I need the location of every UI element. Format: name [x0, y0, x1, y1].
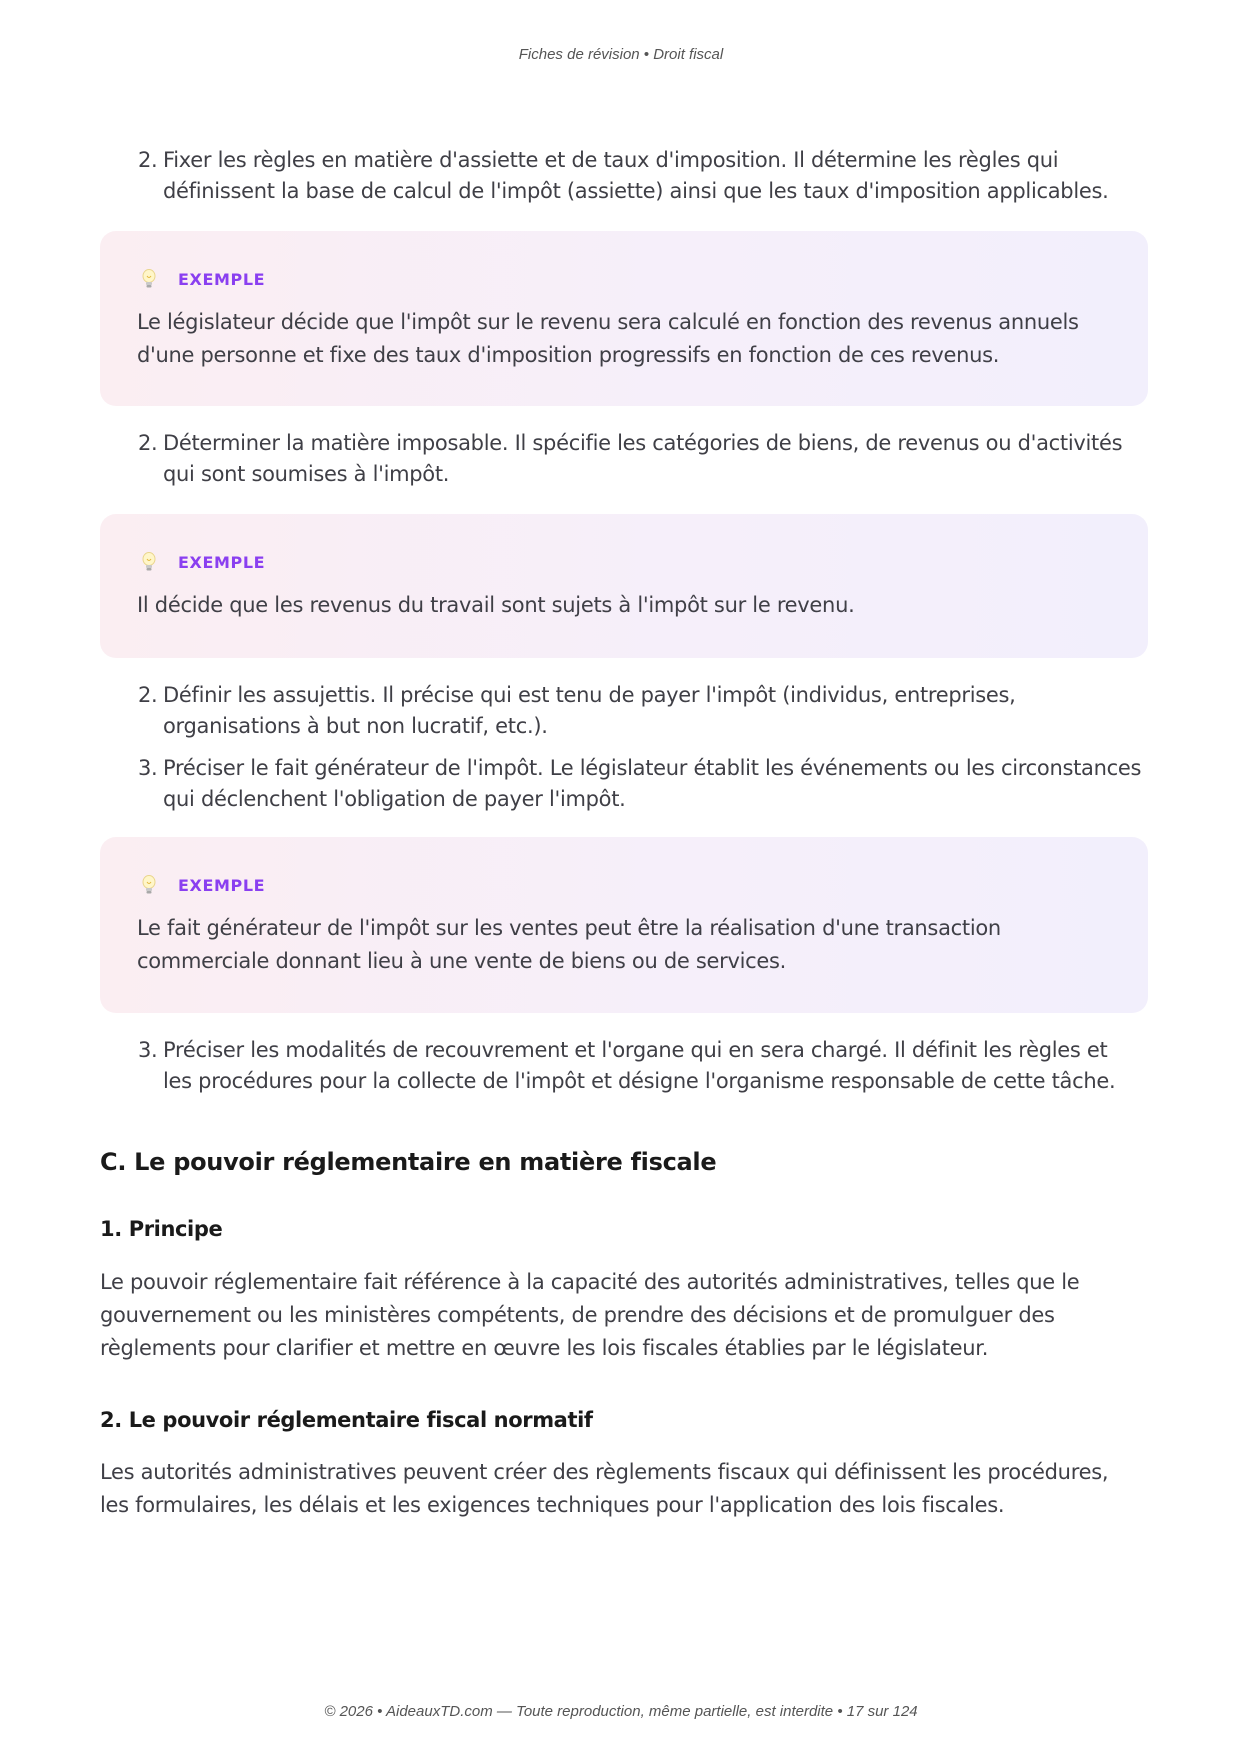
- list-item: [100, 753, 1142, 815]
- example-label: EXEMPLE: [178, 875, 266, 895]
- example-text: Il décide que les revenus du travail sont sujets à l'impôt sur le revenu.: [137, 593, 855, 617]
- lightbulb-icon: [138, 267, 164, 291]
- example-tag: [138, 267, 265, 291]
- paragraph: Le pouvoir réglementaire fait référence à la capacité des autorités administratives, telles que le gouvernement ou les ministères compétents, de prendre des décisions et de promulguer des règlements pour clarifier et mettre en œuvre les lois fiscales établies par le législateur.: [100, 1270, 1080, 1360]
- list-item-text: Fixer les règles en matière d'assiette et de taux d'imposition. Il détermine les règles qui définissent la base de calcul de l'impôt (assiette) ainsi que les taux d'imposition applicables.: [163, 148, 1109, 203]
- example-label: EXEMPLE: [178, 552, 266, 572]
- paragraph: Les autorités administratives peuvent créer des règlements fiscaux qui définissent les procédures, les formulaires, les délais et les exigences techniques pour l'application des lois fiscales.: [100, 1460, 1109, 1517]
- subsection-title: 1. Principe: [100, 1217, 223, 1241]
- example-tag: [138, 550, 265, 574]
- example-tag: [138, 873, 265, 897]
- list-item: [100, 145, 1142, 207]
- list-item: [100, 680, 1142, 742]
- list-item: [100, 1035, 1142, 1097]
- list-item-text: Définir les assujettis. Il précise qui est tenu de payer l'impôt (individus, entreprises, organisations à but non lucratif, etc.).: [163, 683, 1016, 738]
- page-header: Fiches de révision • Droit fiscal: [518, 46, 724, 63]
- example-callout: [100, 231, 1148, 406]
- list-item-number: 3.: [138, 1038, 158, 1062]
- page-footer: © 2026 • AideauxTD.com — Toute reproduction, même partielle, est interdite • 17 sur 124: [324, 1703, 918, 1720]
- example-label: EXEMPLE: [178, 269, 266, 289]
- list-item-text: Préciser les modalités de recouvrement et l'organe qui en sera chargé. Il définit les règles et les procédures pour la collecte de l'impôt et désigne l'organisme responsable de cette tâche.: [163, 1038, 1116, 1093]
- example-text: Le législateur décide que l'impôt sur le revenu sera calculé en fonction des revenus annuels d'une personne et fixe des taux d'imposition progressifs en fonction de ces revenus.: [137, 310, 1079, 367]
- lightbulb-icon: [138, 873, 164, 897]
- list-item-number: 3.: [138, 756, 158, 780]
- list-item-text: Déterminer la matière imposable. Il spécifie les catégories de biens, de revenus ou d'activités qui sont soumises à l'impôt.: [163, 431, 1123, 486]
- example-callout: [100, 514, 1148, 658]
- list-item-text: Préciser le fait générateur de l'impôt. Le législateur établit les événements ou les circonstances qui déclenchent l'obligation de payer l'impôt.: [163, 756, 1142, 811]
- lightbulb-icon: [138, 550, 164, 574]
- section-title: C. Le pouvoir réglementaire en matière fiscale: [100, 1148, 717, 1176]
- list-item-number: 2.: [138, 148, 158, 172]
- example-callout: [100, 837, 1148, 1013]
- list-item-number: 2.: [138, 431, 158, 455]
- example-text: Le fait générateur de l'impôt sur les ventes peut être la réalisation d'une transaction commerciale donnant lieu à une vente de biens ou de services.: [137, 916, 1001, 973]
- subsection-title: 2. Le pouvoir réglementaire fiscal normatif: [100, 1408, 593, 1432]
- list-item: [100, 428, 1142, 490]
- list-item-number: 2.: [138, 683, 158, 707]
